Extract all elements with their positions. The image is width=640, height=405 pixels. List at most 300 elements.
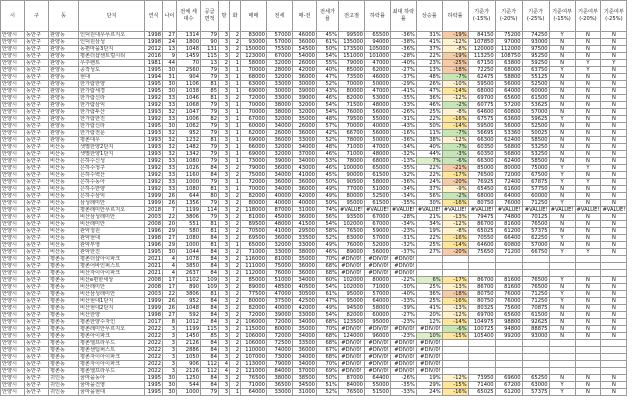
table-cell[interactable]: #DIV/0! [339,340,365,347]
table-cell[interactable]: 3 [219,116,230,123]
table-cell[interactable]: 54% [317,53,339,60]
table-cell[interactable]: #DIV/0! [339,270,365,277]
table-cell[interactable] [601,340,627,347]
table-cell[interactable]: 124000 [339,333,365,340]
table-cell[interactable]: 33500 [293,340,317,347]
table-cell[interactable]: 76500 [241,375,267,382]
table-cell[interactable]: 32 [163,109,177,116]
table-cell[interactable]: 꿈마을동아 [79,375,145,382]
column-header[interactable]: 매매 [241,1,267,32]
table-cell[interactable]: 2 [230,305,241,312]
table-cell[interactable]: 60775 [468,102,495,109]
table-cell[interactable]: 7% [416,158,442,165]
table-cell[interactable]: 2 [230,172,241,179]
table-cell[interactable]: N [601,46,627,53]
table-cell[interactable]: 동안구 [25,214,49,221]
table-cell[interactable]: 79 [201,214,219,221]
table-cell[interactable]: 52500 [365,193,391,200]
table-cell[interactable]: 동안구 [25,340,49,347]
table-cell[interactable]: N [575,81,601,88]
table-cell[interactable]: 58% [317,228,339,235]
table-cell[interactable]: -28% [390,53,416,60]
table-cell[interactable]: 3 [219,151,230,158]
table-cell[interactable]: 68% [317,319,339,326]
table-cell[interactable]: 50% [416,123,442,130]
table-cell[interactable]: N [575,382,601,389]
table-cell[interactable]: 30% [416,200,442,207]
table-cell[interactable]: 34000 [267,186,293,193]
table-cell[interactable]: 3 [219,263,230,270]
table-cell[interactable]: #DIV/0! [390,340,416,347]
table-cell[interactable]: 평촌한양수자인 [79,319,145,326]
table-cell[interactable]: 3 [219,375,230,382]
table-cell[interactable]: 1995 [145,375,163,382]
table-cell[interactable]: 평촌더샵센트럴시티 [79,53,145,60]
table-cell[interactable]: 102000 [339,221,365,228]
table-cell[interactable]: N [575,158,601,165]
table-cell[interactable]: 53250 [522,144,549,151]
table-cell[interactable]: 74% [317,207,339,214]
table-cell[interactable]: 51000 [365,186,391,193]
table-cell[interactable]: -16% [442,389,468,396]
table-cell[interactable]: 67000 [365,221,391,228]
table-cell[interactable]: 46000 [365,74,391,81]
column-header[interactable]: 동 [49,1,79,32]
table-cell[interactable]: 관양동 [49,67,79,74]
table-cell[interactable]: 67500 [522,172,549,179]
table-cell[interactable]: 동안구 [25,109,49,116]
table-cell[interactable]: 71000 [365,284,391,291]
column-header[interactable]: 하락률 [442,1,468,32]
table-cell[interactable]: 66300 [468,137,495,144]
table-cell[interactable]: 36000 [293,347,317,354]
table-cell[interactable]: 40000 [365,123,391,130]
column-header[interactable]: 구 [25,1,49,32]
table-cell[interactable]: 평촌래미안푸르지오 [79,207,145,214]
table-cell[interactable]: 73950 [468,375,495,382]
table-cell[interactable]: 85000 [339,67,365,74]
table-cell[interactable]: 2021 [145,256,163,263]
table-cell[interactable]: 81 [201,137,219,144]
table-cell[interactable]: 동안구 [25,137,49,144]
table-cell[interactable] [495,347,522,354]
table-cell[interactable]: 30500 [293,291,317,298]
table-cell[interactable]: 동안구 [25,116,49,123]
table-cell[interactable]: 2008 [145,284,163,291]
table-cell[interactable]: 79 [201,109,219,116]
table-cell[interactable]: -40% [390,291,416,298]
table-cell[interactable]: 56% [416,193,442,200]
table-cell[interactable]: 36000 [293,270,317,277]
table-cell[interactable]: 33 [163,158,177,165]
table-cell[interactable]: 54% [317,102,339,109]
table-cell[interactable] [522,270,549,277]
table-cell[interactable]: 비산삼성래미안 [79,214,145,221]
table-cell[interactable]: 59500 [468,123,495,130]
table-cell[interactable]: N [601,235,627,242]
table-cell[interactable]: 안양시 [1,382,25,389]
table-cell[interactable]: N [549,81,575,88]
table-cell[interactable]: -36% [390,32,416,39]
column-header[interactable]: 시 [1,1,25,32]
table-cell[interactable]: 37000 [293,368,317,375]
table-cell[interactable]: N [575,88,601,95]
table-cell[interactable]: 173500 [339,46,365,53]
table-cell[interactable] [601,368,627,375]
table-cell[interactable]: 61200 [495,389,522,396]
table-cell[interactable]: 71250 [522,291,549,298]
table-cell[interactable]: 33000 [293,242,317,249]
table-cell[interactable]: #DIV/0! [416,354,442,361]
table-cell[interactable]: 3 [219,214,230,221]
table-cell[interactable]: 80000 [495,165,522,172]
column-header[interactable]: 나이 [163,1,177,32]
table-cell[interactable]: 36500 [267,382,293,389]
table-cell[interactable]: -14% [442,242,468,249]
table-cell[interactable]: 107850 [468,39,495,46]
table-cell[interactable]: 안양시 [1,263,25,270]
table-cell[interactable]: 33 [163,186,177,193]
table-cell[interactable]: -16% [442,235,468,242]
table-cell[interactable]: 20 [163,221,177,228]
table-cell[interactable]: 동안구 [25,270,49,277]
table-cell[interactable]: 1992 [145,179,163,186]
table-cell[interactable]: 1 [230,130,241,137]
table-cell[interactable]: 115 [201,326,219,333]
table-cell[interactable]: 1995 [145,88,163,95]
table-cell[interactable]: 동안구 [25,186,49,193]
table-cell[interactable]: 79 [201,102,219,109]
table-cell[interactable]: 63000 [241,81,267,88]
table-cell[interactable]: 평촌동 [49,291,79,298]
table-cell[interactable]: 72400 [495,179,522,186]
table-cell[interactable]: 1993 [145,144,163,151]
table-cell[interactable] [495,270,522,277]
table-cell[interactable]: 34000 [293,144,317,151]
table-cell[interactable]: 안양시 [1,46,25,53]
table-cell[interactable]: 1996 [145,242,163,249]
table-cell[interactable]: 2 [230,235,241,242]
table-cell[interactable]: 84 [201,354,219,361]
table-cell[interactable]: 50000 [365,81,391,88]
table-cell[interactable]: 87000 [339,375,365,382]
table-cell[interactable]: -16% [442,200,468,207]
table-cell[interactable]: 34000 [267,123,293,130]
table-cell[interactable]: 6% [416,277,442,284]
table-cell[interactable]: 135000 [339,39,365,46]
table-cell[interactable]: 1080 [177,186,201,193]
table-cell[interactable]: 3 [219,200,230,207]
table-cell[interactable]: 2022 [145,361,163,368]
table-cell[interactable]: 34000 [293,333,317,340]
table-cell[interactable]: 삼성래미안 [79,200,145,207]
table-cell[interactable]: 52000 [365,242,391,249]
table-cell[interactable]: 24% [416,389,442,396]
table-cell[interactable]: #DIV/0! [390,368,416,375]
table-cell[interactable]: 동안구 [25,389,49,396]
column-header[interactable]: 기준여부 (-20%) [575,1,601,32]
table-cell[interactable]: 53625 [522,102,549,109]
table-cell[interactable]: 65000 [241,242,267,249]
table-cell[interactable]: 안양시 [1,214,25,221]
table-cell[interactable]: 592 [177,312,201,319]
table-cell[interactable]: 61500 [365,200,391,207]
table-cell[interactable]: 귀인동 [49,389,79,396]
table-cell[interactable]: 동안구 [25,60,49,67]
table-cell[interactable]: 22% [416,116,442,123]
table-cell[interactable]: 84 [201,375,219,382]
table-cell[interactable]: 51000 [267,277,293,284]
table-cell[interactable]: 60000 [522,193,549,200]
table-cell[interactable]: 79 [201,389,219,396]
table-cell[interactable]: 43% [317,88,339,95]
table-cell[interactable]: 동안구 [25,81,49,88]
column-header[interactable]: 전세가율 [317,1,339,32]
column-header[interactable]: 매-전 [293,1,317,32]
table-cell[interactable]: 안양시 [1,179,25,186]
table-cell[interactable]: -19% [442,53,468,60]
table-cell[interactable] [575,368,601,375]
table-cell[interactable]: 평촌동 [49,368,79,375]
table-cell[interactable]: -31% [390,235,416,242]
table-cell[interactable]: 안양시 [1,186,25,193]
table-cell[interactable]: N [575,326,601,333]
table-cell[interactable]: 1993 [145,109,163,116]
table-cell[interactable]: 41% [416,39,442,46]
table-cell[interactable]: 80000 [241,200,267,207]
table-cell[interactable] [442,347,468,354]
table-cell[interactable]: 17 [163,284,177,291]
table-cell[interactable]: -35% [390,200,416,207]
table-cell[interactable]: 2022 [145,347,163,354]
table-cell[interactable]: 79500 [339,116,365,123]
table-cell[interactable]: 101000 [365,53,391,60]
table-cell[interactable]: #DIV/0! [365,270,391,277]
column-header[interactable]: 화 [230,1,241,32]
column-header[interactable]: 기준가 (-15%) [468,1,495,32]
table-cell[interactable]: 한가람신라 [79,123,145,130]
table-cell[interactable]: 평촌센텀퍼스트 [79,347,145,354]
table-cell[interactable]: 3806 [177,291,201,298]
table-cell[interactable]: 2 [230,326,241,333]
column-header[interactable]: 기준가 (-25%) [522,1,549,32]
table-cell[interactable]: 80750 [468,200,495,207]
table-cell[interactable]: 4 [219,368,230,375]
table-cell[interactable]: 84150 [468,32,495,39]
table-cell[interactable]: 58000 [241,60,267,67]
table-cell[interactable]: 69000 [241,151,267,158]
table-cell[interactable]: 38000 [267,109,293,116]
table-cell[interactable]: 29 [163,228,177,235]
table-cell[interactable]: 한가람세경 [79,88,145,95]
table-cell[interactable]: N [575,186,601,193]
table-cell[interactable]: 79 [201,67,219,74]
table-cell[interactable]: 65600 [495,312,522,319]
table-cell[interactable]: 은하수한양 [79,186,145,193]
table-cell[interactable]: 1996 [145,228,163,235]
table-cell[interactable]: Y [549,389,575,396]
table-cell[interactable]: 1062 [177,123,201,130]
table-cell[interactable]: 76500 [522,277,549,284]
table-cell[interactable]: 1250 [177,375,201,382]
table-cell[interactable]: 69% [317,368,339,375]
table-cell[interactable]: 60% [317,277,339,284]
table-cell[interactable]: 32000 [293,102,317,109]
table-cell[interactable]: Y [549,172,575,179]
table-cell[interactable]: 50% [317,46,339,53]
table-cell[interactable]: 25% [416,298,442,305]
table-cell[interactable]: 47000 [365,144,391,151]
table-cell[interactable]: 81 [201,228,219,235]
table-cell[interactable]: -9% [442,186,468,193]
table-cell[interactable]: 32000 [267,116,293,123]
table-cell[interactable]: 24 [163,39,177,46]
table-cell[interactable]: N [575,312,601,319]
table-cell[interactable]: 44% [416,151,442,158]
table-cell[interactable]: 48% [416,74,442,81]
table-cell[interactable]: 66000 [241,144,267,151]
table-cell[interactable]: #VALUE! [443,207,467,213]
table-cell[interactable]: 3 [219,46,230,53]
table-cell[interactable]: -26% [390,375,416,382]
table-cell[interactable]: 69500 [241,235,267,242]
table-cell[interactable]: 100000 [339,165,365,172]
table-cell[interactable]: 34000 [293,354,317,361]
table-cell[interactable]: 62000 [241,130,267,137]
table-cell[interactable]: 관양동 [49,74,79,81]
table-cell[interactable]: 95000 [339,200,365,207]
table-cell[interactable]: 86700 [468,277,495,284]
table-cell[interactable]: 78000 [339,158,365,165]
table-cell[interactable]: 58000 [365,305,391,312]
table-cell[interactable]: 1450 [177,333,201,340]
table-cell[interactable]: N [601,144,627,151]
table-cell[interactable]: 70% [317,361,339,368]
table-cell[interactable] [601,361,627,368]
table-cell[interactable]: 54% [317,284,339,291]
table-cell[interactable]: 54% [317,312,339,319]
table-cell[interactable]: #DIV/0! [390,361,416,368]
table-cell[interactable]: 32000 [267,144,293,151]
table-cell[interactable]: 동안구 [25,39,49,46]
table-cell[interactable]: 26 [163,193,177,200]
table-cell[interactable]: 우주펜트 [79,60,145,67]
table-cell[interactable]: 81 [201,81,219,88]
table-cell[interactable]: 93000 [522,333,549,340]
table-cell[interactable]: #DIV/0! [390,347,416,354]
table-cell[interactable]: 평촌동 [49,319,79,326]
table-cell[interactable]: 99200 [495,333,522,340]
table-cell[interactable]: N [575,298,601,305]
table-cell[interactable]: 40000 [267,200,293,207]
table-cell[interactable]: 9 [163,53,177,60]
table-cell[interactable]: 2 [230,368,241,375]
table-cell[interactable]: 57375 [522,228,549,235]
table-cell[interactable]: 37% [416,186,442,193]
table-cell[interactable]: 36000 [293,263,317,270]
table-cell[interactable]: 한가람전문 [79,130,145,137]
table-cell[interactable]: 59000 [365,228,391,235]
table-cell[interactable]: 121000 [241,368,267,375]
table-cell[interactable]: 47000 [365,88,391,95]
table-cell[interactable]: -7% [442,74,468,81]
table-cell[interactable]: N [601,130,627,137]
table-cell[interactable]: 65025 [468,228,495,235]
table-cell[interactable]: 68% [317,263,339,270]
table-cell[interactable]: 99500 [339,32,365,39]
table-cell[interactable]: 106000 [241,333,267,340]
table-cell[interactable]: 68% [317,270,339,277]
table-cell[interactable]: 안양시 [1,340,25,347]
table-cell[interactable]: 안양시 [1,116,25,123]
table-cell[interactable]: N [601,382,627,389]
table-cell[interactable]: 61600 [495,186,522,193]
table-cell[interactable]: #DIV/0! [390,354,416,361]
table-cell[interactable]: N [549,53,575,60]
table-cell[interactable]: -23% [390,228,416,235]
table-cell[interactable]: #DIV/0! [365,368,391,375]
table-cell[interactable]: 동안구 [25,249,49,256]
table-cell[interactable]: 안양시 [1,151,25,158]
table-cell[interactable]: 3 [219,235,230,242]
table-cell[interactable] [575,361,601,368]
table-cell[interactable]: 비산동 [49,221,79,228]
column-header[interactable]: 전세 [267,1,293,32]
table-cell[interactable]: 관양동 [49,60,79,67]
table-cell[interactable]: 안양시 [1,326,25,333]
table-cell[interactable]: 평촌동 [49,333,79,340]
table-cell[interactable]: 33 [163,102,177,109]
table-cell[interactable]: N [549,312,575,319]
table-cell[interactable]: 65025 [468,389,495,396]
table-cell[interactable]: 25% [416,284,442,291]
table-cell[interactable]: 비산동 [49,144,79,151]
table-cell[interactable]: -6% [442,158,468,165]
table-cell[interactable]: 1995 [145,249,163,256]
column-header[interactable]: 최대 하락률 [390,1,416,32]
table-cell[interactable]: 3 [219,340,230,347]
table-cell[interactable]: -30% [390,284,416,291]
table-cell[interactable]: 3 [163,326,177,333]
table-cell[interactable]: #DIV/0! [365,326,391,333]
table-cell[interactable]: Y [549,235,575,242]
table-cell[interactable]: N [575,389,601,396]
table-cell[interactable]: 동안구 [25,207,49,214]
table-cell[interactable]: 안양시 [1,207,25,214]
table-cell[interactable]: 62400 [495,137,522,144]
table-cell[interactable]: 은하수벽산 [79,172,145,179]
table-cell[interactable]: -35% [390,165,416,172]
table-cell[interactable]: -39% [390,305,416,312]
table-cell[interactable]: N [601,116,627,123]
table-cell[interactable]: 60000 [241,123,267,130]
table-cell[interactable]: 평촌동 [49,298,79,305]
table-cell[interactable]: #DIV/0! [390,270,416,277]
table-cell[interactable]: 72000 [241,312,267,319]
table-cell[interactable] [442,263,468,270]
table-cell[interactable]: 85 [201,88,219,95]
table-cell[interactable]: 비산삼성래미안 [79,291,145,298]
table-cell[interactable]: N [549,151,575,158]
table-cell[interactable]: 47% [317,74,339,81]
table-cell[interactable]: N [549,221,575,228]
table-cell[interactable]: 35000 [293,116,317,123]
table-cell[interactable]: 13 [163,46,177,53]
table-cell[interactable]: -40% [390,60,416,67]
table-cell[interactable]: 평촌동 [49,305,79,312]
table-cell[interactable]: 동안구 [25,263,49,270]
table-cell[interactable]: 안양시 [1,312,25,319]
